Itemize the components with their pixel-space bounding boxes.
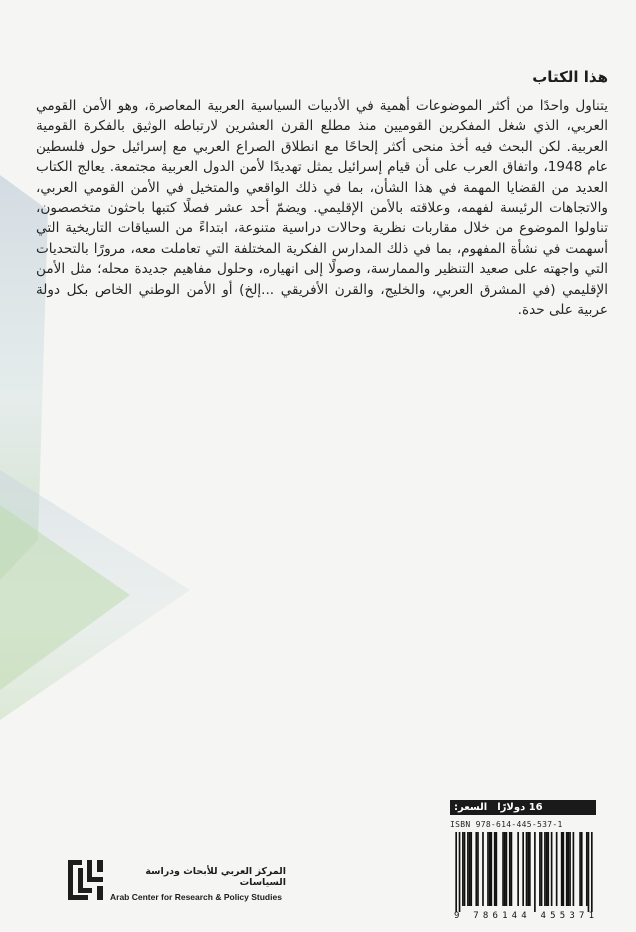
barcode-bar — [489, 832, 491, 906]
barcode-bar — [579, 832, 581, 906]
barcode-bar — [496, 832, 498, 906]
barcode-bar — [509, 832, 511, 906]
barcode-bar — [547, 832, 549, 906]
barcode-bar — [569, 832, 571, 906]
publisher-block — [110, 866, 320, 902]
arab-center-logo-icon — [66, 858, 106, 902]
publisher-name-english: Arab Center for Research & Policy Studies — [110, 892, 282, 902]
barcode-bar — [541, 832, 543, 906]
barcode-bar — [529, 832, 531, 906]
barcode-bar — [566, 832, 568, 906]
barcode-bar — [475, 832, 477, 906]
barcode-bar — [470, 832, 472, 906]
barcode-bar — [546, 832, 548, 906]
barcode-bar — [556, 832, 558, 906]
barcode-bar — [491, 832, 493, 906]
about-description: يتناول واحدًا من أكثر الموضوعات أهمية في الأدبيات السياسية العربية المعاصرة، وهو الأمن القومي العربي، الذي شغل المفكرين القوميين منذ مطلع القرن العشرين لارتباطه الوثيق بالفكرة القومية العربية. لكن البحث فيه أخذ منحى أكثر إلحاحًا مع انطلاق الصراع العربي مع إسرائيل حول فلسطين عام 1948، واتفاق العرب على أن قيام إسرائيل يمثل تهديدًا لأمن الدول العربية مجتمعة. يعالج الكتاب العديد من القضايا المهمة في هذا الشأن، بما في ذلك الواقعي والمتخيل في الأمن القومي العربي، والاتجاهات الرئيسة لفهمه، وعلاقته بالأمن الإقليمي. ويضمّ أحد عشر فصلًا كتبها باحثون متخصصون، تناولوا الموضوع من خلال مقاربات نظرية وحالات دراسية متنوعة، ابتداءً من السياقات التاريخية التي أسهمت في نشأة المفهوم، بما في ذلك المدارس الفكرية المختلفة التي تعاملت معه، مرورًا بالتحديات التي واجهته على صعيد التنظير والممارسة، وصولًا إلى انهياره، وحلول مفاهيم جديدة محله؛ مثل الأمن الإقليمي (في المشرق العربي، والخليج، والقرن الأفريقي ...إلخ) أو الأمن الوطني الخاص بكل دولة عربية على حدة. — [36, 98, 608, 319]
barcode-bar — [568, 832, 570, 906]
barcode-bar — [581, 832, 583, 906]
barcode-bar — [462, 832, 464, 906]
publisher-name-arabic: المركز العربي للأبحاث ودراسة السياسات — [145, 866, 286, 888]
price-value: 16 دولارًا — [497, 802, 543, 813]
isbn-barcode — [452, 832, 596, 920]
barcode-bar — [506, 832, 508, 906]
barcode-bar — [561, 832, 563, 906]
barcode-bar — [534, 832, 536, 912]
barcode-bar — [469, 832, 471, 906]
barcode-bar — [586, 832, 588, 906]
barcode-bar — [455, 832, 457, 912]
barcode-bar — [591, 832, 593, 912]
barcode-bar — [482, 832, 484, 906]
barcode-bar — [494, 832, 496, 906]
barcode-bar — [527, 832, 529, 906]
barcode-bar — [487, 832, 489, 906]
barcode-bar — [573, 832, 575, 906]
price-badge — [450, 800, 596, 815]
barcode-bar — [588, 832, 590, 912]
barcode-bar — [563, 832, 565, 906]
barcode-bar — [522, 832, 524, 906]
barcode-bar — [526, 832, 528, 906]
barcode-bar — [504, 832, 506, 906]
barcode-bar — [502, 832, 504, 906]
price-label: السعر: — [454, 802, 488, 813]
barcode-bar — [539, 832, 541, 906]
barcode-bar — [464, 832, 466, 906]
barcode-bar — [517, 832, 519, 906]
barcode-bar — [544, 832, 546, 906]
barcode-bar — [477, 832, 479, 906]
isbn-number: ISBN 978-614-445-537-1 — [450, 820, 563, 829]
barcode-bar — [551, 832, 553, 906]
barcode-digits: 9 786144 455371 — [454, 911, 594, 920]
barcode-bar — [459, 832, 461, 912]
about-title: هذا الكتاب — [532, 68, 608, 86]
barcode-bar — [467, 832, 469, 906]
barcode-bar — [511, 832, 513, 906]
